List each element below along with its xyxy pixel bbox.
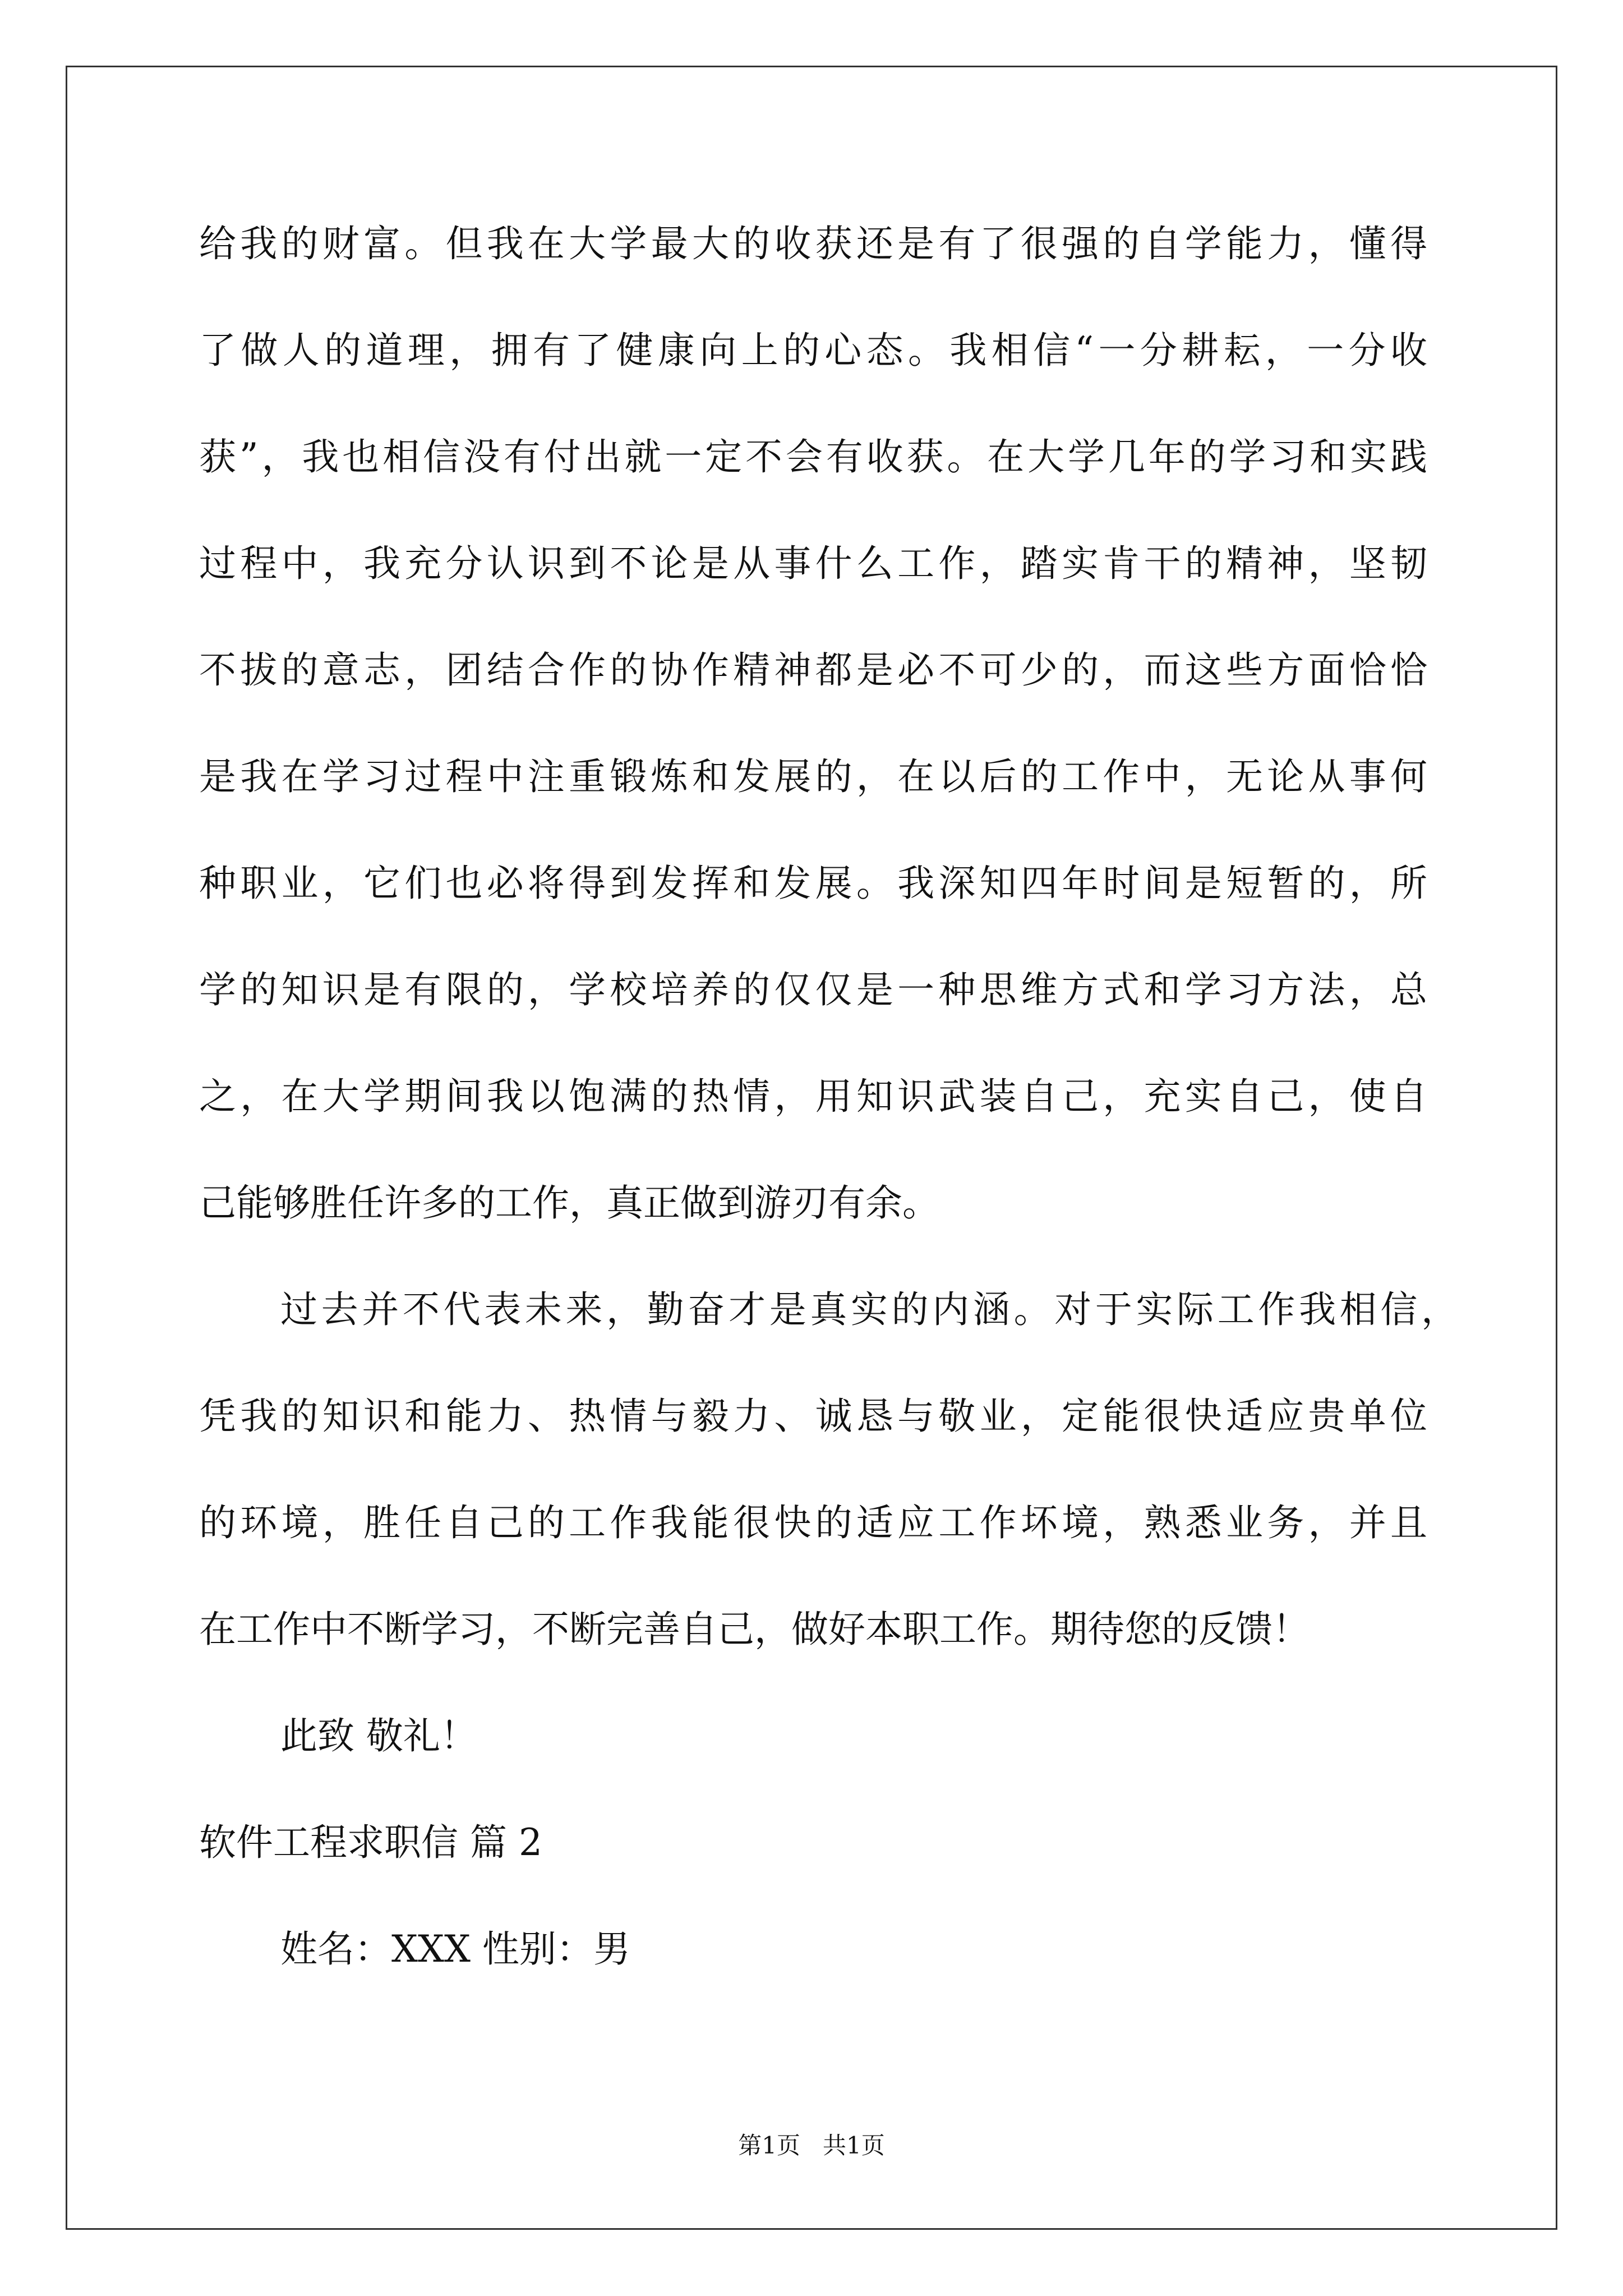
- paragraph-line: 种职业，它们也必将得到发挥和发展。我深知四年时间是短暂的，所: [199, 862, 1427, 905]
- paragraph-line: 己能够胜任许多的工作，真正做到游刃有余。: [199, 1181, 939, 1225]
- resume-field-line: 姓名：XXX 性别：男: [280, 1927, 630, 1971]
- paragraph-line: 学的知识是有限的，学校培养的仅仅是一种思维方式和学习方法，总: [199, 968, 1427, 1011]
- closing-salutation: 此致 敬礼！: [280, 1714, 477, 1757]
- page-footer: 第1页 共1页: [738, 2132, 885, 2159]
- paragraph-line: 凭我的知识和能力、热情与毅力、诚恳与敬业，定能很快适应贵单位: [199, 1395, 1427, 1438]
- paragraph-line: 的环境，胜任自己的工作我能很快的适应工作坏境，熟悉业务，并且: [199, 1501, 1427, 1544]
- paragraph-line: 在工作中不断学习，不断完善自己，做好本职工作。期待您的反馈！: [199, 1608, 1310, 1651]
- paragraph-line: 给我的财富。但我在大学最大的收获还是有了很强的自学能力，懂得: [199, 222, 1427, 265]
- paragraph-line: 过程中，我充分认识到不论是从事什么工作，踏实肯干的精神，坚韧: [199, 542, 1427, 585]
- page-border: [66, 66, 1557, 2230]
- paragraph-line: 是我在学习过程中注重锻炼和发展的，在以后的工作中，无论从事何: [199, 755, 1427, 798]
- paragraph-line: 过去并不代表未来，勤奋才是真实的内涵。对于实际工作我相信，: [280, 1288, 1458, 1331]
- paragraph-line: 之，在大学期间我以饱满的热情，用知识武装自己，充实自己，使自: [199, 1075, 1427, 1118]
- paragraph-line: 获”，我也相信没有付出就一定不会有收获。在大学几年的学习和实践: [199, 435, 1427, 478]
- paragraph-line: 不拔的意志，团结合作的协作精神都是必不可少的，而这些方面恰恰: [199, 648, 1427, 692]
- paragraph-line: 了做人的道理，拥有了健康向上的心态。我相信“一分耕耘，一分收: [199, 329, 1427, 372]
- section-heading: 软件工程求职信 篇 2: [199, 1821, 542, 1864]
